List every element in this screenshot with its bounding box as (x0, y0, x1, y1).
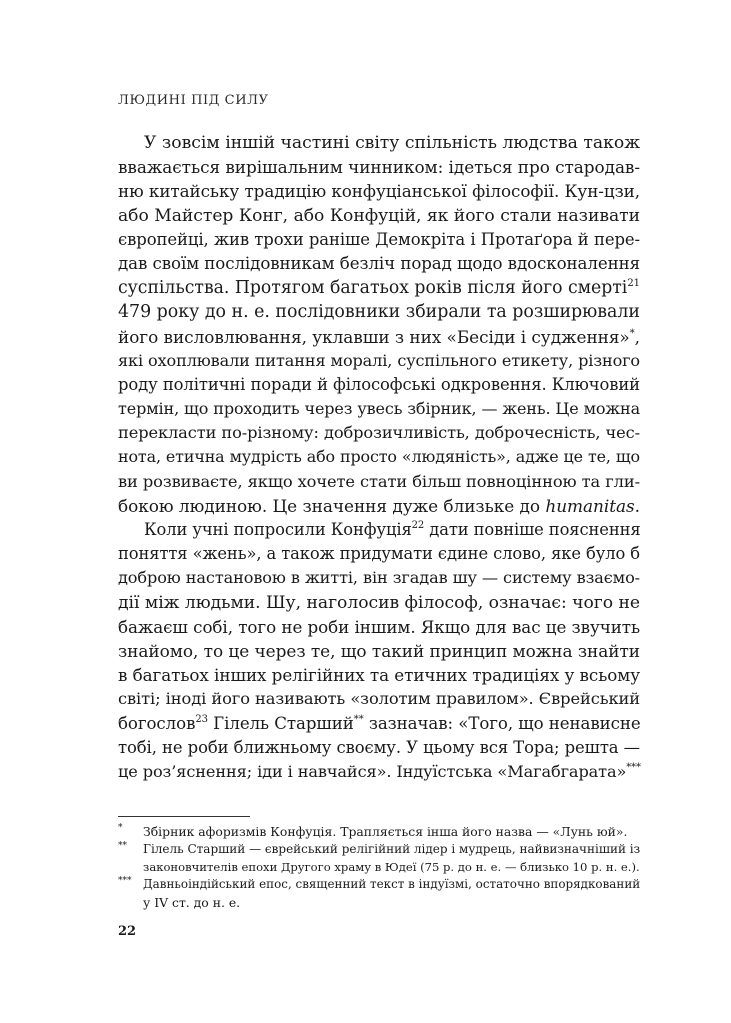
text-line: 479 року до н. е. послідовники збирали та розширювали (118, 302, 640, 323)
text-line: поняття «жень», а також придумати єдине слово, яке було б (118, 544, 641, 564)
text-line: термін, що проходить через увесь збірник, — жень. Це можна (118, 399, 640, 419)
page-number: 22 (118, 924, 137, 939)
footnote (118, 876, 640, 912)
footnote-mark: * (118, 823, 123, 833)
text-line: У зовсім іншій частині світу спільність людства також (144, 133, 640, 153)
footnote-marker: * (629, 327, 635, 339)
footnote-line: у IV ст. до н. е. (143, 895, 241, 911)
note-reference: 23 (195, 713, 208, 725)
text-line: знайомо, то це через те, що такий принцип можна знайти (118, 640, 640, 661)
text-line: бажаєш собі, того не роби іншим. Якщо для вас це звучить (118, 616, 640, 637)
text-line: європейці, жив трохи раніше Демокріта і Протаґора й пере- (118, 229, 640, 249)
footnote-line: законовчителів епохи Другого храму в Юдеї (75 р. до н. е. — близько 10 р. н. е.). (143, 859, 640, 874)
text-line: які охоплювали питання моралі, суспільного етикету, різного (118, 350, 640, 370)
footnote-mark: ** (118, 840, 127, 851)
text-line: Коли учні попросили Конфуція$^{22}$ дати повніше пояснення (144, 520, 641, 539)
text-line: ви розвиваєте, якщо хочете стати більш повноцінною та гли- (118, 471, 640, 491)
footnote (118, 823, 640, 841)
footnote (118, 841, 640, 877)
text-line: дії між людьми. Шу, наголосив філософ, означає: чого не (118, 592, 640, 613)
footnote-line: Збірник афоризмів Конфуція. Трапляється інша його назва — «Лунь юй». (143, 824, 628, 839)
main-text (118, 131, 640, 784)
text-line: бокою людиною. Це значення дуже близьке до humanitas. (118, 495, 640, 516)
text-line: нота, етична мудрість або просто «людяність», адже це те, що (118, 447, 640, 467)
footnote-rule (118, 816, 250, 817)
text-line: це роз’яснення; іди і навчайся». Індуїстська «Магабгарата»*** (118, 761, 641, 781)
footnote-line: Гілель Старший — єврейський релігійний лідер і мудрець, найвизначніший із (143, 841, 641, 856)
text-line: тобі, не роби ближньому своєму. У цьому вся Тора; решта — (118, 737, 640, 757)
text-line: ню китайську традицію конфуціанської філософії. Кун-цзи, (118, 181, 640, 202)
text-line: світі; іноді його називають «золотим правилом». Єврейський (118, 689, 640, 709)
text-line: дав своїм послідовникам безліч порад щодо вдосконалення (118, 253, 640, 273)
footnote-line: Давньоіндійський епос, священний текст в індуїзмі, остаточно впорядкований (143, 877, 641, 892)
text-line: богослов$^{23}$ Гілель Старший** зазначав: «Того, що ненависне (118, 713, 641, 733)
text-line: доброю настановою в житті, він згадав шу — систему взаємо- (118, 568, 640, 588)
footnotes (118, 823, 640, 912)
note-reference: 22 (411, 520, 425, 531)
running-head: ЛЮДИНІ ПІД СИЛУ (118, 93, 269, 108)
footnote-marker: *** (626, 761, 641, 773)
text-line: перекласти по-різному: доброзичливість, доброчесність, чес- (118, 423, 640, 443)
italic-term: humanitas (545, 495, 635, 516)
text-line: роду політичні поради й філософські одкровення. Ключовий (118, 374, 640, 394)
footnote-marker: ** (353, 713, 364, 725)
text-line: його висловлювання, уклавши з них «Бесіди і судження»*, (118, 326, 640, 347)
footnote-mark: *** (118, 876, 132, 887)
note-reference: 21 (627, 278, 640, 290)
text-line: або Майстер Конг, або Конфуцій, як його стали називати (118, 205, 640, 226)
text-line: в багатьох інших релігійних та етичних традиціях у всьому (118, 665, 640, 686)
text-line: суспільства. Протягом багатьох років після його смерті$^{21}$ (118, 278, 640, 299)
text-line: вважається вирішальним чинником: ідеться про стародав- (118, 157, 640, 178)
